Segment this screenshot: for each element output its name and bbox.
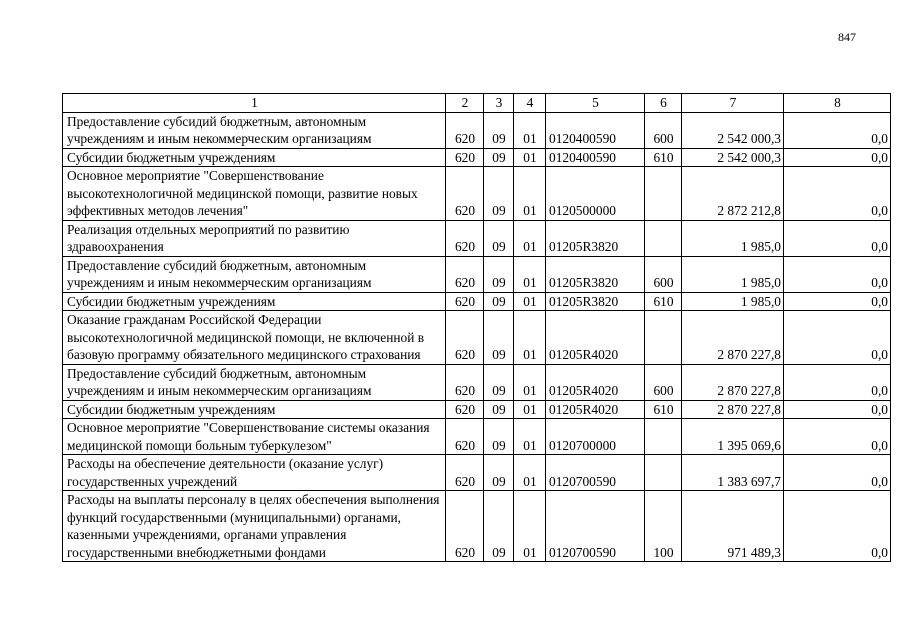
- row-code-cell: 0120400590: [546, 112, 645, 148]
- row-col2-cell: 620: [446, 491, 484, 562]
- header-cell: 4: [514, 94, 546, 113]
- row-col3-cell: 09: [484, 112, 514, 148]
- row-amount2-cell: 0,0: [784, 364, 891, 400]
- row-name-cell: Расходы на обеспечение деятельности (оказание услуг) государственных учреждений: [63, 455, 446, 491]
- table-row: [63, 112, 891, 148]
- row-type-cell: [645, 311, 682, 365]
- row-amount2-cell: 0,0: [784, 167, 891, 221]
- row-col4-cell: 01: [514, 256, 546, 292]
- row-col3-cell: 09: [484, 419, 514, 455]
- header-cell: 2: [446, 94, 484, 113]
- row-col4-cell: 01: [514, 455, 546, 491]
- row-amount-cell: 2 870 227,8: [682, 364, 784, 400]
- row-col2-cell: 620: [446, 455, 484, 491]
- row-amount2-cell: 0,0: [784, 400, 891, 419]
- row-col2-cell: 620: [446, 292, 484, 311]
- row-amount2-cell: 0,0: [784, 292, 891, 311]
- row-col4-cell: 01: [514, 364, 546, 400]
- row-code-cell: 01205R4020: [546, 311, 645, 365]
- row-col4-cell: 01: [514, 311, 546, 365]
- row-amount2-cell: 0,0: [784, 455, 891, 491]
- header-cell: 6: [645, 94, 682, 113]
- table-row: [63, 311, 891, 365]
- row-code-cell: 01205R3820: [546, 256, 645, 292]
- row-amount2-cell: 0,0: [784, 491, 891, 562]
- row-amount-cell: 2 870 227,8: [682, 400, 784, 419]
- row-amount2-cell: 0,0: [784, 220, 891, 256]
- table-row: [63, 167, 891, 221]
- row-name-cell: Субсидии бюджетным учреждениям: [63, 400, 446, 419]
- row-col4-cell: 01: [514, 112, 546, 148]
- row-amount-cell: 1 383 697,7: [682, 455, 784, 491]
- row-name-cell: Основное мероприятие "Совершенствование высокотехнологичной медицинской помощи, развитие новых эффективных методов лечения": [63, 167, 446, 221]
- header-cell: 3: [484, 94, 514, 113]
- row-code-cell: 01205R4020: [546, 400, 645, 419]
- header-cell: 1: [63, 94, 446, 113]
- row-col2-cell: 620: [446, 364, 484, 400]
- row-code-cell: 0120700590: [546, 491, 645, 562]
- row-col3-cell: 09: [484, 400, 514, 419]
- header-cell: 8: [784, 94, 891, 113]
- row-code-cell: 01205R3820: [546, 220, 645, 256]
- row-col2-cell: 620: [446, 419, 484, 455]
- row-name-cell: Предоставление субсидий бюджетным, автономным учреждениям и иным некоммерческим организациям: [63, 112, 446, 148]
- row-col2-cell: 620: [446, 400, 484, 419]
- row-amount-cell: 1 985,0: [682, 292, 784, 311]
- row-type-cell: 600: [645, 256, 682, 292]
- row-code-cell: 0120700590: [546, 455, 645, 491]
- row-col3-cell: 09: [484, 167, 514, 221]
- header-cell: 7: [682, 94, 784, 113]
- table-row: [63, 364, 891, 400]
- row-col4-cell: 01: [514, 148, 546, 167]
- row-name-cell: Предоставление субсидий бюджетным, автономным учреждениям и иным некоммерческим организациям: [63, 364, 446, 400]
- row-type-cell: [645, 167, 682, 221]
- row-col3-cell: 09: [484, 364, 514, 400]
- page-number: 847: [838, 30, 856, 44]
- row-type-cell: 600: [645, 364, 682, 400]
- row-col2-cell: 620: [446, 148, 484, 167]
- row-name-cell: Субсидии бюджетным учреждениям: [63, 292, 446, 311]
- table-row: [63, 419, 891, 455]
- header-row: [63, 94, 891, 113]
- row-col2-cell: 620: [446, 256, 484, 292]
- row-amount-cell: 1 395 069,6: [682, 419, 784, 455]
- table-row: [63, 292, 891, 311]
- row-amount-cell: 971 489,3: [682, 491, 784, 562]
- row-type-cell: 600: [645, 112, 682, 148]
- row-amount-cell: 2 872 212,8: [682, 167, 784, 221]
- table-row: [63, 256, 891, 292]
- row-amount-cell: 2 542 000,3: [682, 112, 784, 148]
- row-col3-cell: 09: [484, 292, 514, 311]
- table-row: [63, 148, 891, 167]
- row-amount-cell: 1 985,0: [682, 220, 784, 256]
- row-col3-cell: 09: [484, 311, 514, 365]
- row-col2-cell: 620: [446, 167, 484, 221]
- row-type-cell: [645, 455, 682, 491]
- row-type-cell: 610: [645, 148, 682, 167]
- row-type-cell: [645, 220, 682, 256]
- row-amount2-cell: 0,0: [784, 419, 891, 455]
- row-col4-cell: 01: [514, 167, 546, 221]
- row-code-cell: 01205R3820: [546, 292, 645, 311]
- row-type-cell: 610: [645, 292, 682, 311]
- row-code-cell: 0120500000: [546, 167, 645, 221]
- row-code-cell: 0120400590: [546, 148, 645, 167]
- budget-table: [62, 93, 891, 562]
- row-col4-cell: 01: [514, 220, 546, 256]
- row-name-cell: Реализация отдельных мероприятий по развитию здравоохранения: [63, 220, 446, 256]
- row-type-cell: 100: [645, 491, 682, 562]
- row-type-cell: [645, 419, 682, 455]
- table-row: [63, 455, 891, 491]
- table-row: [63, 220, 891, 256]
- row-amount2-cell: 0,0: [784, 112, 891, 148]
- row-col3-cell: 09: [484, 148, 514, 167]
- row-name-cell: Основное мероприятие "Совершенствование системы оказания медицинской помощи больным туберкулезом": [63, 419, 446, 455]
- row-amount2-cell: 0,0: [784, 148, 891, 167]
- row-col3-cell: 09: [484, 491, 514, 562]
- row-col2-cell: 620: [446, 311, 484, 365]
- row-amount-cell: 2 870 227,8: [682, 311, 784, 365]
- row-col4-cell: 01: [514, 419, 546, 455]
- table-row: [63, 400, 891, 419]
- header-cell: 5: [546, 94, 645, 113]
- row-name-cell: Субсидии бюджетным учреждениям: [63, 148, 446, 167]
- row-code-cell: 0120700000: [546, 419, 645, 455]
- row-col4-cell: 01: [514, 491, 546, 562]
- row-col4-cell: 01: [514, 292, 546, 311]
- row-col3-cell: 09: [484, 220, 514, 256]
- row-code-cell: 01205R4020: [546, 364, 645, 400]
- row-name-cell: Оказание гражданам Российской Федерации высокотехнологичной медицинской помощи, не включенной в базовую программу обязательного медицинского страхования: [63, 311, 446, 365]
- row-type-cell: 610: [645, 400, 682, 419]
- row-col3-cell: 09: [484, 455, 514, 491]
- row-amount-cell: 2 542 000,3: [682, 148, 784, 167]
- row-col2-cell: 620: [446, 220, 484, 256]
- row-col4-cell: 01: [514, 400, 546, 419]
- row-amount-cell: 1 985,0: [682, 256, 784, 292]
- row-amount2-cell: 0,0: [784, 311, 891, 365]
- row-col2-cell: 620: [446, 112, 484, 148]
- table-row: [63, 491, 891, 562]
- row-name-cell: Предоставление субсидий бюджетным, автономным учреждениям и иным некоммерческим организациям: [63, 256, 446, 292]
- row-col3-cell: 09: [484, 256, 514, 292]
- row-name-cell: Расходы на выплаты персоналу в целях обеспечения выполнения функций государственными (муниципальными) органами, казенными учреждениями, органами управления государственными внебюджетными фондами: [63, 491, 446, 562]
- row-amount2-cell: 0,0: [784, 256, 891, 292]
